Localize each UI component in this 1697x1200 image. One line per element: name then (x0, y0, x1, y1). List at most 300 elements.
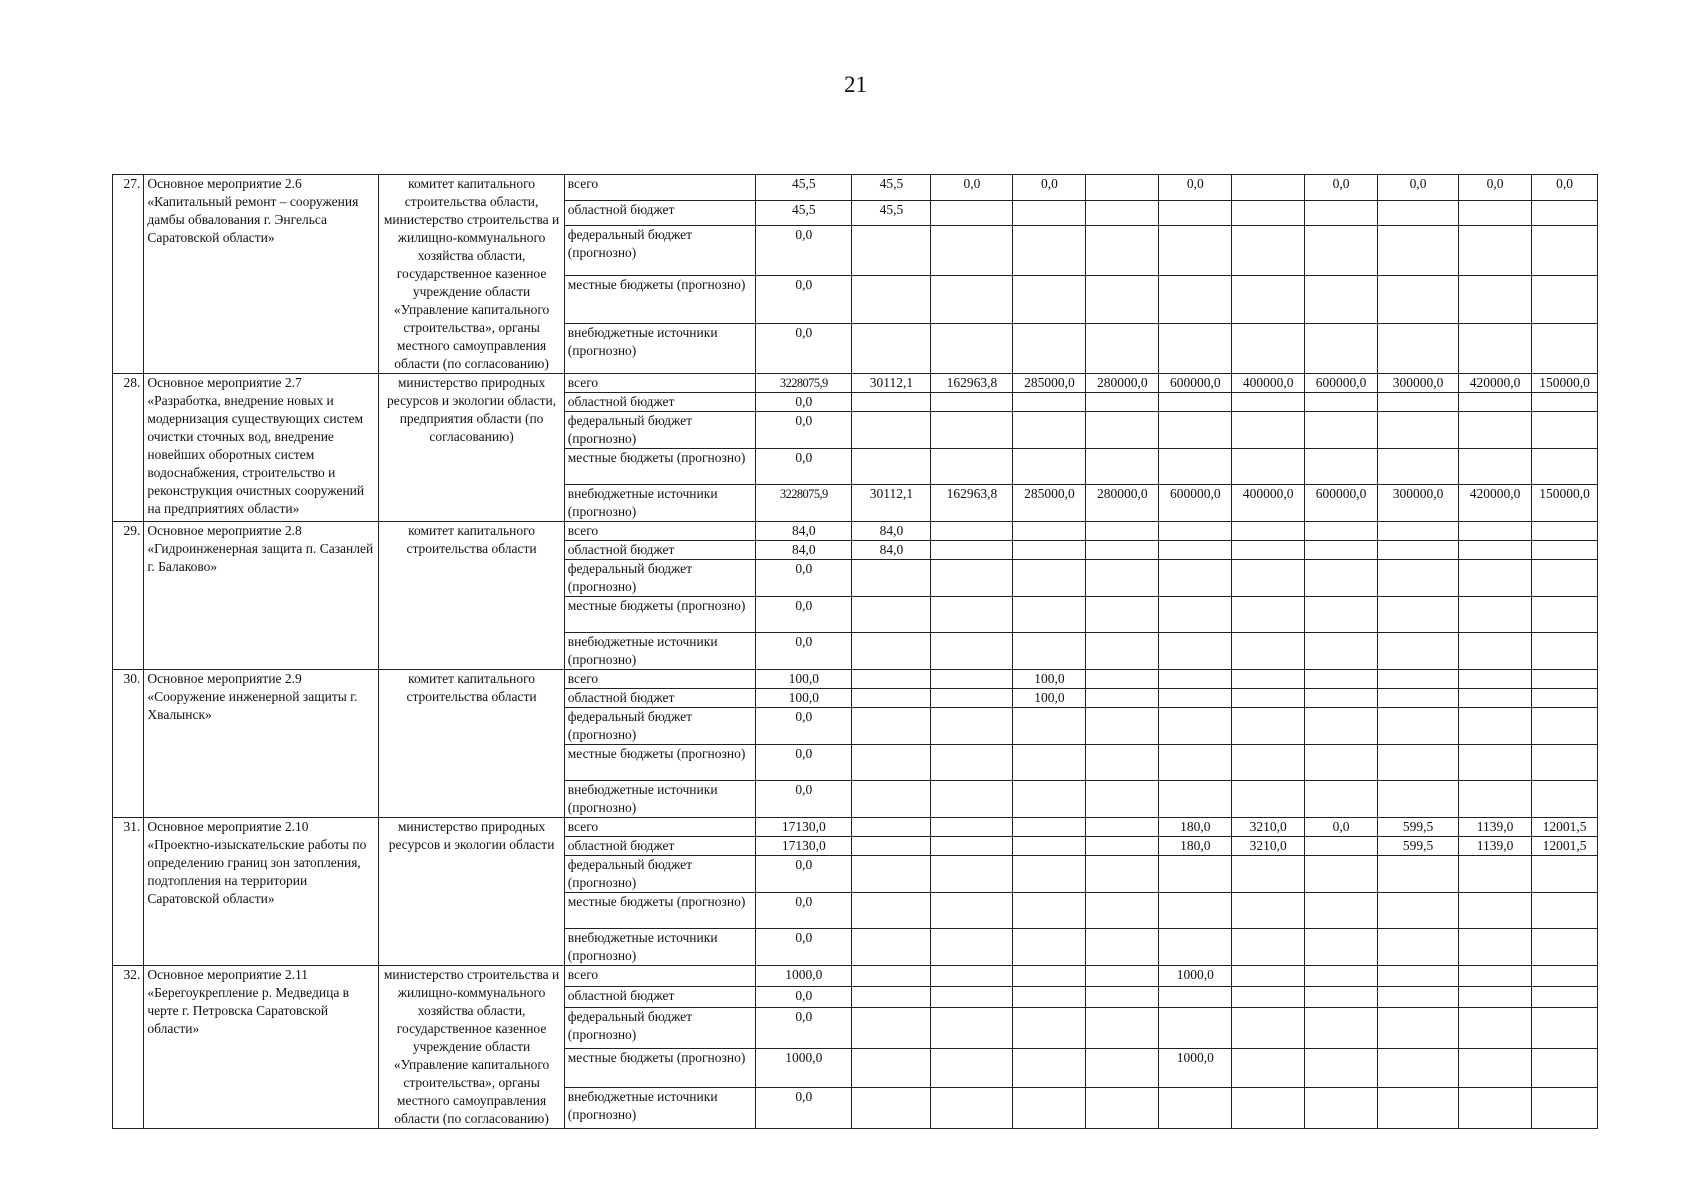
funding-value (1305, 893, 1378, 929)
funding-value: 0,0 (1159, 175, 1232, 201)
funding-value: 0,0 (756, 633, 852, 670)
funding-value (852, 966, 931, 987)
funding-source: всего (564, 966, 755, 987)
funding-value (1013, 560, 1086, 597)
funding-value (1532, 324, 1598, 374)
funding-source: внебюджетные источники (прогнозно) (564, 324, 755, 374)
funding-value: 280000,0 (1086, 485, 1159, 522)
funding-value (1305, 324, 1378, 374)
funding-value: 0,0 (1305, 818, 1378, 837)
funding-value: 0,0 (756, 449, 852, 485)
funding-value (1232, 175, 1305, 201)
funding-value (931, 1007, 1013, 1048)
funding-value (931, 856, 1013, 893)
funding-value: 3210,0 (1232, 818, 1305, 837)
funding-value: 600000,0 (1305, 374, 1378, 393)
funding-value: 0,0 (756, 1088, 852, 1129)
funding-value (1159, 324, 1232, 374)
funding-value (1378, 324, 1459, 374)
funding-value (1013, 1088, 1086, 1129)
funding-value (1532, 597, 1598, 633)
funding-value (1159, 226, 1232, 276)
funding-value (1378, 560, 1459, 597)
funding-value: 280000,0 (1086, 374, 1159, 393)
funding-value (1532, 541, 1598, 560)
funding-value: 84,0 (756, 541, 852, 560)
funding-value (1013, 818, 1086, 837)
funding-value: 0,0 (1378, 175, 1459, 201)
funding-value (1013, 226, 1086, 276)
funding-value (1086, 200, 1159, 226)
funding-value: 12001,5 (1532, 818, 1598, 837)
funding-value (1305, 1048, 1378, 1088)
funding-value (852, 633, 931, 670)
funding-source: областной бюджет (564, 986, 755, 1007)
funding-value (1086, 1007, 1159, 1048)
funding-value (1532, 1088, 1598, 1129)
funding-value (1459, 393, 1532, 412)
funding-value: 0,0 (756, 324, 852, 374)
funding-value (1232, 986, 1305, 1007)
funding-value (852, 226, 931, 276)
table-row (113, 818, 1598, 837)
funding-value: 420000,0 (1459, 374, 1532, 393)
funding-value (1378, 226, 1459, 276)
funding-value: 84,0 (756, 522, 852, 541)
funding-value (1086, 522, 1159, 541)
funding-value (1232, 560, 1305, 597)
funding-value (1013, 745, 1086, 781)
funding-value (852, 689, 931, 708)
funding-value (1532, 449, 1598, 485)
funding-value (1013, 522, 1086, 541)
funding-value (1459, 324, 1532, 374)
funding-value (1378, 670, 1459, 689)
funding-value (1378, 689, 1459, 708)
funding-value (931, 633, 1013, 670)
funding-value (931, 560, 1013, 597)
funding-value: 1139,0 (1459, 818, 1532, 837)
funding-value (1086, 597, 1159, 633)
funding-value (852, 745, 931, 781)
funding-value (931, 597, 1013, 633)
funding-value (1086, 449, 1159, 485)
funding-value (1378, 541, 1459, 560)
funding-value (1159, 708, 1232, 745)
funding-value: 150000,0 (1532, 485, 1598, 522)
funding-value (1378, 1007, 1459, 1048)
funding-source: областной бюджет (564, 200, 755, 226)
funding-value: 0,0 (931, 175, 1013, 201)
funding-value (1086, 893, 1159, 929)
funding-value: 17130,0 (756, 837, 852, 856)
funding-value (1305, 966, 1378, 987)
funding-value (1459, 449, 1532, 485)
funding-value (1378, 856, 1459, 893)
funding-value: 400000,0 (1232, 485, 1305, 522)
funding-value: 3228075,9 (756, 374, 852, 393)
funding-value (1013, 275, 1086, 323)
funding-value (1013, 856, 1086, 893)
funding-value: 30112,1 (852, 485, 931, 522)
funding-value (1378, 966, 1459, 987)
funding-value (1159, 856, 1232, 893)
funding-value (931, 541, 1013, 560)
funding-value (852, 670, 931, 689)
funding-value (1232, 708, 1305, 745)
funding-value (1378, 633, 1459, 670)
event-name: Основное мероприятие 2.10 «Проектно-изыскательские работы по определению границ зон затопления, подтопления на территории Саратовской области» (144, 818, 379, 966)
funding-value (931, 708, 1013, 745)
funding-value: 0,0 (756, 393, 852, 412)
funding-value (1159, 560, 1232, 597)
funding-value (852, 597, 931, 633)
row-number: 29. (113, 522, 144, 670)
funding-value (1232, 1007, 1305, 1048)
funding-value: 30112,1 (852, 374, 931, 393)
funding-source: областной бюджет (564, 837, 755, 856)
funding-value (1305, 275, 1378, 323)
funding-value: 600000,0 (1305, 485, 1378, 522)
table-body (113, 175, 1598, 1129)
funding-value (1013, 449, 1086, 485)
funding-value: 0,0 (1013, 175, 1086, 201)
funding-value (1378, 275, 1459, 323)
funding-value (1532, 745, 1598, 781)
funding-value (1159, 200, 1232, 226)
funding-value (1159, 393, 1232, 412)
funding-value (852, 324, 931, 374)
funding-value (1159, 689, 1232, 708)
funding-value (1232, 522, 1305, 541)
funding-source: всего (564, 670, 755, 689)
funding-value (1159, 633, 1232, 670)
funding-value (1086, 745, 1159, 781)
funding-value (1232, 1088, 1305, 1129)
executor: комитет капитального строительства области (379, 522, 564, 670)
funding-value (1459, 966, 1532, 987)
funding-value (1159, 986, 1232, 1007)
row-number: 31. (113, 818, 144, 966)
funding-value (1159, 929, 1232, 966)
funding-value (852, 837, 931, 856)
funding-value (1159, 670, 1232, 689)
funding-value (852, 393, 931, 412)
funding-value: 0,0 (756, 708, 852, 745)
funding-value (852, 986, 931, 1007)
funding-value: 0,0 (756, 597, 852, 633)
funding-value (1086, 929, 1159, 966)
funding-value (1013, 966, 1086, 987)
funding-value (1378, 449, 1459, 485)
funding-value (931, 929, 1013, 966)
funding-value (931, 670, 1013, 689)
funding-value: 162963,8 (931, 485, 1013, 522)
funding-value (1459, 200, 1532, 226)
table-row (113, 966, 1598, 987)
funding-value (931, 324, 1013, 374)
funding-value (1232, 966, 1305, 987)
funding-value (1459, 1048, 1532, 1088)
funding-value (1378, 522, 1459, 541)
funding-value (1378, 200, 1459, 226)
funding-value (852, 449, 931, 485)
funding-value (1532, 986, 1598, 1007)
funding-value (1459, 597, 1532, 633)
funding-value (852, 929, 931, 966)
funding-source: всего (564, 374, 755, 393)
funding-value: 0,0 (756, 893, 852, 929)
row-number: 27. (113, 175, 144, 374)
funding-value (1459, 893, 1532, 929)
funding-value (1305, 541, 1378, 560)
funding-value: 0,0 (756, 560, 852, 597)
funding-value (1305, 633, 1378, 670)
funding-value (931, 745, 1013, 781)
funding-value (1378, 893, 1459, 929)
funding-source: местные бюджеты (прогнозно) (564, 745, 755, 781)
funding-value (1232, 929, 1305, 966)
funding-source: областной бюджет (564, 541, 755, 560)
funding-value (1459, 633, 1532, 670)
funding-value (1232, 412, 1305, 449)
funding-value (1305, 689, 1378, 708)
funding-value (852, 893, 931, 929)
funding-value (1086, 226, 1159, 276)
executor: комитет капитального строительства области (379, 670, 564, 818)
funding-value (1086, 708, 1159, 745)
funding-value: 1000,0 (756, 1048, 852, 1088)
funding-value (1305, 929, 1378, 966)
funding-value (1378, 781, 1459, 818)
funding-source: всего (564, 818, 755, 837)
funding-value (1532, 1048, 1598, 1088)
event-name: Основное мероприятие 2.11 «Берегоукрепление р. Медведица в черте г. Петровска Саратовской области» (144, 966, 379, 1129)
funding-value: 0,0 (756, 781, 852, 818)
funding-value (1459, 541, 1532, 560)
funding-source: областной бюджет (564, 689, 755, 708)
event-name: Основное мероприятие 2.9 «Сооружение инженерной защиты г. Хвалынск» (144, 670, 379, 818)
funding-value (852, 1088, 931, 1129)
funding-value (1232, 226, 1305, 276)
funding-value (1232, 541, 1305, 560)
funding-value (1305, 1007, 1378, 1048)
funding-value (931, 226, 1013, 276)
funding-value (1532, 670, 1598, 689)
funding-source: внебюджетные источники (прогнозно) (564, 781, 755, 818)
funding-value (852, 781, 931, 818)
funding-value: 84,0 (852, 541, 931, 560)
funding-value: 0,0 (756, 1007, 852, 1048)
funding-value (1159, 597, 1232, 633)
funding-value (1305, 708, 1378, 745)
funding-value (1013, 986, 1086, 1007)
funding-value (852, 1007, 931, 1048)
funding-source: местные бюджеты (прогнозно) (564, 597, 755, 633)
funding-value (1086, 670, 1159, 689)
funding-value (852, 560, 931, 597)
funding-value (931, 689, 1013, 708)
funding-value (1459, 1007, 1532, 1048)
funding-source: местные бюджеты (прогнозно) (564, 449, 755, 485)
funding-value (931, 1048, 1013, 1088)
funding-value (1305, 837, 1378, 856)
funding-value (931, 1088, 1013, 1129)
funding-source: всего (564, 175, 755, 201)
funding-value (1532, 708, 1598, 745)
funding-value (931, 837, 1013, 856)
funding-value (1532, 1007, 1598, 1048)
funding-value (852, 708, 931, 745)
funding-source: внебюджетные источники (прогнозно) (564, 929, 755, 966)
funding-value (1013, 200, 1086, 226)
funding-value: 0,0 (756, 986, 852, 1007)
funding-value (1305, 200, 1378, 226)
funding-value (1378, 1048, 1459, 1088)
funding-value (1459, 708, 1532, 745)
funding-value: 0,0 (756, 929, 852, 966)
funding-value (852, 856, 931, 893)
funding-value (1305, 597, 1378, 633)
funding-value (1232, 893, 1305, 929)
event-name: Основное мероприятие 2.6 «Капитальный ремонт – сооружения дамбы обвалования г. Энгельса Саратовской области» (144, 175, 379, 374)
funding-value (1159, 522, 1232, 541)
funding-value (1232, 633, 1305, 670)
funding-value (1159, 412, 1232, 449)
funding-value (1013, 1007, 1086, 1048)
funding-value: 1000,0 (1159, 966, 1232, 987)
funding-value (931, 966, 1013, 987)
funding-value (1159, 745, 1232, 781)
funding-source: местные бюджеты (прогнозно) (564, 1048, 755, 1088)
funding-source: федеральный бюджет (прогнозно) (564, 226, 755, 276)
funding-source: федеральный бюджет (прогнозно) (564, 856, 755, 893)
funding-value (1532, 893, 1598, 929)
funding-value (1086, 1048, 1159, 1088)
funding-value: 100,0 (756, 689, 852, 708)
funding-value: 0,0 (1532, 175, 1598, 201)
row-number: 32. (113, 966, 144, 1129)
funding-value (1086, 1088, 1159, 1129)
funding-value (1159, 449, 1232, 485)
funding-value (1532, 929, 1598, 966)
executor: министерство природных ресурсов и экологии области (379, 818, 564, 966)
funding-value (931, 393, 1013, 412)
funding-value (1459, 986, 1532, 1007)
funding-value: 45,5 (756, 200, 852, 226)
funding-value (1459, 560, 1532, 597)
funding-value (931, 781, 1013, 818)
funding-value: 285000,0 (1013, 374, 1086, 393)
funding-value (1013, 837, 1086, 856)
funding-value: 400000,0 (1232, 374, 1305, 393)
table-row (113, 670, 1598, 689)
funding-value (1459, 1088, 1532, 1129)
funding-value (1532, 781, 1598, 818)
funding-value (931, 893, 1013, 929)
funding-value: 100,0 (1013, 689, 1086, 708)
funding-value: 600000,0 (1159, 485, 1232, 522)
funding-value: 84,0 (852, 522, 931, 541)
funding-value (1013, 541, 1086, 560)
funding-value: 600000,0 (1159, 374, 1232, 393)
funding-value (1086, 324, 1159, 374)
event-name: Основное мероприятие 2.7 «Разработка, внедрение новых и модернизация существующих систем очистки сточных вод, внедрение новейших оборотных систем водоснабжения, строительство и реконструкция очистных сооружений на предприятиях области» (144, 374, 379, 522)
funding-value (1378, 1088, 1459, 1129)
funding-value: 599,5 (1378, 818, 1459, 837)
funding-value (1378, 708, 1459, 745)
funding-value (1459, 670, 1532, 689)
funding-value: 1139,0 (1459, 837, 1532, 856)
funding-value (1013, 1048, 1086, 1088)
funding-value (1013, 324, 1086, 374)
funding-value (1159, 541, 1232, 560)
funding-value (1086, 689, 1159, 708)
funding-value (1459, 689, 1532, 708)
funding-value (1013, 929, 1086, 966)
executor: министерство строительства и жилищно-коммунального хозяйства области, государственное казенное учреждение области «Управление капитального строительства», органы местного самоуправления области (по согласованию) (379, 966, 564, 1129)
funding-value: 285000,0 (1013, 485, 1086, 522)
funding-value (1305, 226, 1378, 276)
funding-value (1086, 412, 1159, 449)
funding-value: 0,0 (756, 226, 852, 276)
funding-value (1305, 1088, 1378, 1129)
event-name: Основное мероприятие 2.8 «Гидроинженерная защита п. Сазанлей г. Балаково» (144, 522, 379, 670)
funding-value (1378, 393, 1459, 412)
funding-value: 3210,0 (1232, 837, 1305, 856)
funding-value (852, 412, 931, 449)
funding-value (1532, 633, 1598, 670)
funding-value: 100,0 (756, 670, 852, 689)
table-row (113, 522, 1598, 541)
funding-source: всего (564, 522, 755, 541)
funding-value (1013, 412, 1086, 449)
funding-value (1232, 856, 1305, 893)
table-row (113, 175, 1598, 201)
funding-value (1086, 560, 1159, 597)
funding-value (1086, 393, 1159, 412)
funding-value (1305, 522, 1378, 541)
funding-value (931, 275, 1013, 323)
budget-table (112, 174, 1598, 1129)
funding-value (1232, 200, 1305, 226)
funding-value (1532, 412, 1598, 449)
funding-value (1459, 412, 1532, 449)
funding-value (1013, 393, 1086, 412)
funding-value: 162963,8 (931, 374, 1013, 393)
funding-value (1086, 818, 1159, 837)
funding-value (1459, 781, 1532, 818)
funding-value (1086, 781, 1159, 818)
funding-value (931, 522, 1013, 541)
funding-value (1159, 1088, 1232, 1129)
funding-value: 45,5 (852, 175, 931, 201)
funding-value (1532, 560, 1598, 597)
funding-value (1305, 560, 1378, 597)
funding-value: 45,5 (852, 200, 931, 226)
funding-value (1086, 175, 1159, 201)
funding-value (1013, 781, 1086, 818)
funding-value (1305, 449, 1378, 485)
funding-value: 300000,0 (1378, 374, 1459, 393)
funding-value (1532, 275, 1598, 323)
funding-value (1232, 670, 1305, 689)
funding-value (1305, 670, 1378, 689)
funding-value (1459, 275, 1532, 323)
funding-value (1232, 781, 1305, 818)
funding-value: 3228075,9 (756, 485, 852, 522)
funding-source: федеральный бюджет (прогнозно) (564, 708, 755, 745)
